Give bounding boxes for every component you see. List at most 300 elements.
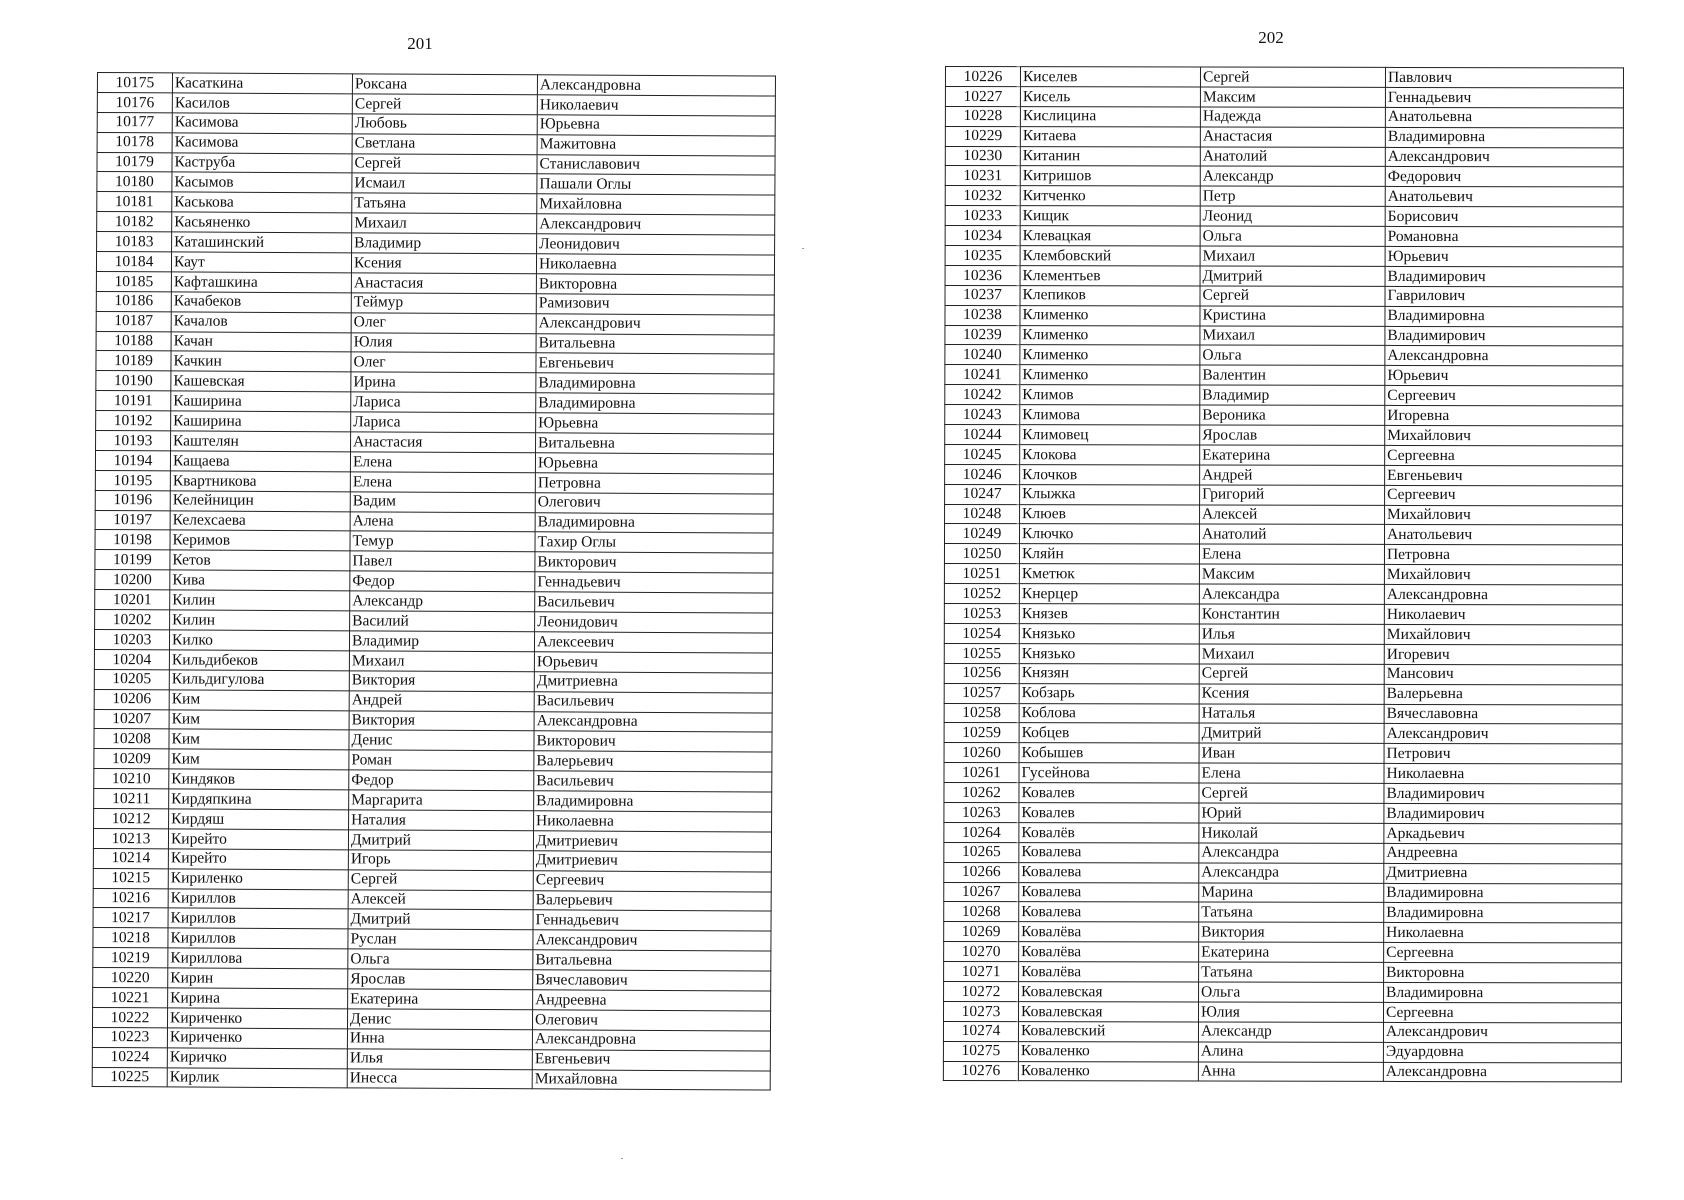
first-name-cell: Алина — [1198, 1042, 1383, 1062]
patronymic-cell: Владимирович — [1384, 803, 1622, 823]
last-name-cell: Кива — [170, 570, 350, 591]
patronymic-cell: Станиславович — [537, 154, 775, 175]
table-row — [944, 862, 1622, 883]
first-name-cell: Инна — [347, 1029, 532, 1050]
last-name-cell: Кислицина — [1020, 106, 1200, 126]
last-name-cell: Ковалевский — [1018, 1021, 1198, 1041]
last-name-cell: Кириленко — [168, 869, 348, 890]
patronymic-cell: Борисович — [1385, 207, 1623, 227]
first-name-cell: Роман — [349, 750, 534, 771]
table-row — [944, 623, 1622, 644]
record-number-cell: 10254 — [944, 623, 1019, 643]
first-name-cell: Кристина — [1200, 306, 1385, 326]
last-name-cell: Келехсаева — [170, 510, 350, 531]
first-name-cell: Татьяна — [352, 193, 537, 214]
patronymic-cell: Александровна — [1383, 1062, 1621, 1082]
record-number-cell: 10247 — [945, 484, 1020, 504]
record-number-cell: 10177 — [97, 112, 172, 132]
last-name-cell: Китаева — [1020, 126, 1200, 146]
first-name-cell: Федор — [350, 571, 535, 592]
first-name-cell: Сергей — [1200, 286, 1385, 306]
record-number-cell: 10258 — [944, 703, 1019, 723]
record-number-cell: 10190 — [96, 371, 171, 391]
last-name-cell: Касаткина — [172, 73, 352, 94]
record-number-cell: 10262 — [944, 783, 1019, 803]
record-number-cell: 10276 — [943, 1061, 1018, 1081]
table-row — [944, 663, 1622, 684]
patronymic-cell: Дмитриевич — [533, 851, 771, 872]
patronymic-cell: Анатольевич — [1385, 187, 1623, 207]
record-number-cell: 10213 — [93, 828, 168, 848]
first-name-cell: Петр — [1200, 186, 1385, 206]
first-name-cell: Виктория — [349, 710, 534, 731]
last-name-cell: Князько — [1019, 643, 1199, 663]
first-name-cell: Сергей — [1200, 67, 1385, 87]
last-name-cell: Келейницин — [170, 491, 350, 512]
first-name-cell: Ольга — [348, 949, 533, 970]
patronymic-cell: Игоревна — [1385, 406, 1623, 426]
last-name-cell: Ким — [169, 709, 349, 730]
record-number-cell: 10274 — [943, 1021, 1018, 1041]
first-name-cell: Лариса — [351, 412, 536, 433]
last-name-cell: Клембовский — [1020, 246, 1200, 266]
patronymic-cell: Николаевна — [534, 811, 772, 832]
first-name-cell: Ярослав — [348, 969, 533, 990]
last-name-cell: Килин — [170, 590, 350, 611]
record-number-cell: 10212 — [94, 808, 169, 828]
last-name-cell: Качалов — [171, 312, 351, 333]
last-name-cell: Китришов — [1020, 166, 1200, 186]
record-number-cell: 10195 — [95, 470, 170, 490]
first-name-cell: Владимир — [352, 233, 537, 254]
first-name-cell: Любовь — [352, 114, 537, 135]
record-number-cell: 10215 — [93, 868, 168, 888]
last-name-cell: Качкин — [171, 351, 351, 372]
first-name-cell: Надежда — [1200, 107, 1385, 127]
last-name-cell: Ковалев — [1019, 803, 1199, 823]
patronymic-cell: Александрович — [1383, 1022, 1621, 1042]
record-number-cell: 10242 — [945, 385, 1020, 405]
last-name-cell: Клименко — [1020, 345, 1200, 365]
table-row — [944, 981, 1622, 1002]
patronymic-cell: Петровна — [535, 473, 773, 494]
last-name-cell: Ковалева — [1019, 862, 1199, 882]
first-name-cell: Сергей — [352, 94, 537, 115]
record-number-cell: 10216 — [93, 888, 168, 908]
record-number-cell: 10178 — [97, 132, 172, 152]
record-number-cell: 10179 — [97, 152, 172, 172]
patronymic-cell: Олегович — [535, 493, 773, 514]
first-name-cell: Вадим — [350, 492, 535, 513]
record-number-cell: 10237 — [945, 285, 1020, 305]
record-number-cell: 10184 — [96, 252, 171, 272]
patronymic-cell: Леонидович — [535, 612, 773, 633]
first-name-cell: Ярослав — [1200, 425, 1385, 445]
last-name-cell: Ковалев — [1019, 783, 1199, 803]
table-row — [943, 1061, 1621, 1082]
last-name-cell: Килко — [169, 630, 349, 651]
first-name-cell: Ксения — [1199, 684, 1384, 704]
last-name-cell: Клименко — [1020, 305, 1200, 325]
patronymic-cell: Владимировна — [536, 373, 774, 394]
first-name-cell: Ирина — [351, 372, 536, 393]
last-name-cell: Каштелян — [171, 431, 351, 452]
table-row — [945, 325, 1623, 346]
patronymic-cell: Васильевич — [534, 691, 772, 712]
table-row — [945, 425, 1623, 446]
last-name-cell: Клименко — [1020, 365, 1200, 385]
table-row — [945, 385, 1623, 406]
last-name-cell: Кисель — [1020, 87, 1200, 107]
last-name-cell: Кобзарь — [1019, 683, 1199, 703]
last-name-cell: Ковалева — [1019, 842, 1199, 862]
first-name-cell: Максим — [1200, 87, 1385, 107]
last-name-cell: Князько — [1019, 624, 1199, 644]
patronymic-cell: Александровна — [537, 75, 775, 96]
table-row — [945, 464, 1623, 485]
table-row — [945, 484, 1623, 505]
last-name-cell: Кафташкина — [171, 272, 351, 293]
patronymic-cell: Павлович — [1385, 67, 1623, 87]
record-number-cell: 10241 — [945, 365, 1020, 385]
last-name-cell: Кириченко — [167, 1008, 347, 1029]
patronymic-cell: Николаевич — [537, 95, 775, 116]
record-number-cell: 10187 — [96, 311, 171, 331]
patronymic-cell: Юрьевич — [1385, 246, 1623, 266]
record-number-cell: 10207 — [94, 709, 169, 729]
patronymic-cell: Сергеевна — [1383, 1002, 1621, 1022]
patronymic-cell: Владимировна — [536, 393, 774, 414]
patronymic-cell: Андреевна — [533, 990, 771, 1011]
first-name-cell: Владимир — [1200, 385, 1385, 405]
first-name-cell: Михаил — [1200, 246, 1385, 266]
first-name-cell: Анатолий — [1199, 525, 1384, 545]
patronymic-cell: Николаевна — [1384, 764, 1622, 784]
last-name-cell: Кириллова — [168, 948, 348, 969]
patronymic-cell: Владимировна — [535, 512, 773, 533]
record-number-cell: 10271 — [944, 962, 1019, 982]
first-name-cell: Исмаил — [352, 173, 537, 194]
patronymic-cell: Владимировна — [1384, 903, 1622, 923]
last-name-cell: Каськова — [172, 192, 352, 213]
record-number-cell: 10251 — [944, 564, 1019, 584]
first-name-cell: Алексей — [348, 889, 533, 910]
table-row — [944, 584, 1622, 605]
last-name-cell: Ким — [169, 729, 349, 750]
record-number-cell: 10259 — [944, 723, 1019, 743]
patronymic-cell: Юрьевна — [536, 413, 774, 434]
patronymic-cell: Васильевич — [535, 592, 773, 613]
record-number-cell: 10246 — [945, 464, 1020, 484]
record-number-cell: 10250 — [944, 544, 1019, 564]
patronymic-cell: Владимировна — [1385, 127, 1623, 147]
table-row — [944, 822, 1622, 843]
last-name-cell: Кирдяш — [169, 809, 349, 830]
record-number-cell: 10183 — [97, 232, 172, 252]
record-number-cell: 10230 — [945, 146, 1020, 166]
first-name-cell: Наталия — [349, 810, 534, 831]
record-number-cell: 10272 — [944, 981, 1019, 1001]
patronymic-cell: Викторович — [534, 731, 772, 752]
first-name-cell: Теймур — [351, 293, 536, 314]
patronymic-cell: Александровна — [1385, 346, 1623, 366]
first-name-cell: Максим — [1199, 564, 1384, 584]
first-name-cell: Леонид — [1200, 206, 1385, 226]
record-number-cell: 10253 — [944, 604, 1019, 624]
record-number-cell: 10257 — [944, 683, 1019, 703]
patronymic-cell: Николаевна — [536, 254, 774, 275]
last-name-cell: Кетов — [170, 550, 350, 571]
record-number-cell: 10244 — [945, 425, 1020, 445]
record-number-cell: 10217 — [93, 908, 168, 928]
record-number-cell: 10224 — [92, 1047, 167, 1067]
first-name-cell: Татьяна — [1199, 962, 1384, 982]
first-name-cell: Александр — [1198, 1022, 1383, 1042]
last-name-cell: Касилов — [172, 93, 352, 114]
first-name-cell: Михаил — [349, 651, 534, 672]
record-number-cell: 10209 — [94, 749, 169, 769]
last-name-cell: Клокова — [1020, 445, 1200, 465]
last-name-cell: Князян — [1019, 663, 1199, 683]
first-name-cell: Сергей — [1199, 664, 1384, 684]
last-name-cell: Ковалевская — [1019, 982, 1199, 1002]
last-name-cell: Климова — [1020, 405, 1200, 425]
first-name-cell: Елена — [350, 452, 535, 473]
first-name-cell: Алена — [350, 511, 535, 532]
roster-body — [943, 67, 1623, 1083]
record-number-cell: 10199 — [95, 550, 170, 570]
patronymic-cell: Юрьевна — [535, 453, 773, 474]
last-name-cell: Кильдигулова — [169, 670, 349, 691]
last-name-cell: Клементьев — [1020, 266, 1200, 286]
table-row — [944, 683, 1622, 704]
last-name-cell: Каширина — [171, 391, 351, 412]
table-row — [945, 126, 1623, 147]
patronymic-cell: Васильевич — [534, 771, 772, 792]
patronymic-cell: Федорович — [1385, 167, 1623, 187]
last-name-cell: Ковалева — [1019, 902, 1199, 922]
patronymic-cell: Михайловна — [537, 194, 775, 215]
table-row — [944, 842, 1622, 863]
last-name-cell: Ким — [169, 749, 349, 770]
last-name-cell: Касимова — [172, 133, 352, 154]
record-number-cell: 10210 — [94, 769, 169, 789]
record-number-cell: 10198 — [95, 530, 170, 550]
first-name-cell: Светлана — [352, 134, 537, 155]
first-name-cell: Юлия — [1198, 1002, 1383, 1022]
last-name-cell: Кирин — [168, 968, 348, 989]
record-number-cell: 10203 — [94, 629, 169, 649]
last-name-cell: Кашевская — [171, 371, 351, 392]
patronymic-cell: Юрьевич — [534, 652, 772, 673]
last-name-cell: Кирина — [168, 988, 348, 1009]
first-name-cell: Маргарита — [349, 790, 534, 811]
last-name-cell: Кирейто — [168, 829, 348, 850]
last-name-cell: Керимов — [170, 530, 350, 551]
patronymic-cell: Александровна — [534, 711, 772, 732]
roster-body — [92, 73, 775, 1091]
first-name-cell: Дмитрий — [1199, 723, 1384, 743]
first-name-cell: Денис — [347, 1009, 532, 1030]
first-name-cell: Анастасия — [351, 273, 536, 294]
record-number-cell: 10252 — [944, 584, 1019, 604]
last-name-cell: Кирейто — [168, 849, 348, 870]
record-number-cell: 10202 — [95, 610, 170, 630]
patronymic-cell: Анатольевна — [1385, 107, 1623, 127]
patronymic-cell: Сергеевич — [1385, 386, 1623, 406]
first-name-cell: Ольга — [1200, 226, 1385, 246]
patronymic-cell: Мансович — [1384, 664, 1622, 684]
first-name-cell: Федор — [349, 770, 534, 791]
first-name-cell: Николай — [1199, 823, 1384, 843]
patronymic-cell: Леонидович — [537, 234, 775, 255]
scan-speck — [802, 248, 804, 249]
first-name-cell: Виктория — [349, 671, 534, 692]
patronymic-cell: Геннадьевич — [533, 910, 771, 931]
first-name-cell: Иван — [1199, 743, 1384, 763]
record-number-cell: 10273 — [943, 1001, 1018, 1021]
record-number-cell: 10220 — [93, 968, 168, 988]
table-row — [944, 902, 1622, 923]
last-name-cell: Кобышев — [1019, 743, 1199, 763]
first-name-cell: Ольга — [1199, 982, 1384, 1002]
table-row — [943, 1021, 1621, 1042]
first-name-cell: Александр — [1200, 166, 1385, 186]
table-row — [944, 783, 1622, 804]
patronymic-cell: Александрович — [1385, 147, 1623, 167]
table-row — [945, 265, 1623, 286]
last-name-cell: Квартникова — [170, 471, 350, 492]
record-number-cell: 10245 — [945, 444, 1020, 464]
patronymic-cell: Михайлович — [1384, 565, 1622, 585]
first-name-cell: Ольга — [1200, 346, 1385, 366]
last-name-cell: Князев — [1019, 604, 1199, 624]
record-number-cell: 10234 — [945, 226, 1020, 246]
last-name-cell: Кметюк — [1019, 564, 1199, 584]
last-name-cell: Кириллов — [168, 928, 348, 949]
patronymic-cell: Владимировна — [1384, 883, 1622, 903]
patronymic-cell: Гаврилович — [1385, 286, 1623, 306]
table-row — [944, 962, 1622, 983]
last-name-cell: Ковалёва — [1019, 962, 1199, 982]
patronymic-cell: Владимировна — [534, 791, 772, 812]
first-name-cell: Александра — [1199, 584, 1384, 604]
record-number-cell: 10201 — [95, 590, 170, 610]
last-name-cell: Кобцев — [1019, 723, 1199, 743]
record-number-cell: 10175 — [97, 73, 172, 93]
last-name-cell: Ковалёв — [1019, 823, 1199, 843]
first-name-cell: Александр — [350, 591, 535, 612]
right-page — [842, 0, 1684, 1200]
first-name-cell: Елена — [1199, 763, 1384, 783]
patronymic-cell: Сергеевич — [533, 870, 771, 891]
first-name-cell: Павел — [350, 551, 535, 572]
record-number-cell: 10265 — [944, 842, 1019, 862]
record-number-cell: 10232 — [945, 186, 1020, 206]
patronymic-cell: Анатольевич — [1384, 525, 1622, 545]
patronymic-cell: Аркадьевич — [1384, 823, 1622, 843]
page-number: 202 — [1258, 28, 1284, 47]
last-name-cell: Ким — [169, 689, 349, 710]
table-row — [945, 166, 1623, 187]
record-number-cell: 10218 — [93, 928, 168, 948]
first-name-cell: Роксана — [352, 74, 537, 95]
first-name-cell: Олег — [351, 313, 536, 334]
last-name-cell: Киселев — [1020, 67, 1200, 87]
patronymic-cell: Мажитовна — [537, 134, 775, 155]
last-name-cell: Китченко — [1020, 186, 1200, 206]
patronymic-cell: Петровна — [1384, 545, 1622, 565]
record-number-cell: 10240 — [945, 345, 1020, 365]
first-name-cell: Андрей — [1200, 465, 1385, 485]
record-number-cell: 10233 — [945, 206, 1020, 226]
table-row — [943, 1041, 1621, 1062]
patronymic-cell: Евгеньевич — [1385, 465, 1623, 485]
patronymic-cell: Юрьевна — [537, 115, 775, 136]
first-name-cell: Михаил — [1199, 644, 1384, 664]
last-name-cell: Коваленко — [1018, 1061, 1198, 1081]
patronymic-cell: Михайлович — [1384, 624, 1622, 644]
table-row — [945, 206, 1623, 227]
last-name-cell: Каструба — [172, 152, 352, 173]
first-name-cell: Андрей — [349, 690, 534, 711]
patronymic-cell: Николаевна — [1384, 923, 1622, 943]
record-number-cell: 10236 — [945, 265, 1020, 285]
record-number-cell: 10231 — [945, 166, 1020, 186]
first-name-cell: Сергей — [348, 869, 533, 890]
last-name-cell: Кляйн — [1019, 544, 1199, 564]
table-row — [945, 345, 1623, 366]
table-row — [944, 723, 1622, 744]
record-number-cell: 10196 — [95, 490, 170, 510]
patronymic-cell: Тахир Оглы — [535, 532, 773, 553]
patronymic-cell: Дмитриевна — [1384, 863, 1622, 883]
record-number-cell: 10205 — [94, 669, 169, 689]
table-row — [945, 504, 1623, 525]
first-name-cell: Вероника — [1200, 405, 1385, 425]
record-number-cell: 10263 — [944, 802, 1019, 822]
first-name-cell: Олег — [351, 352, 536, 373]
patronymic-cell: Викторовна — [536, 274, 774, 295]
first-name-cell: Василий — [350, 611, 535, 632]
first-name-cell: Анна — [1198, 1062, 1383, 1082]
patronymic-cell: Геннадьевич — [535, 572, 773, 593]
record-number-cell: 10226 — [945, 67, 1020, 87]
record-number-cell: 10235 — [945, 246, 1020, 266]
patronymic-cell: Петрович — [1384, 744, 1622, 764]
record-number-cell: 10204 — [94, 649, 169, 669]
patronymic-cell: Эдуардовна — [1383, 1042, 1621, 1062]
record-number-cell: 10238 — [945, 305, 1020, 325]
patronymic-cell: Викторовна — [1384, 962, 1622, 982]
patronymic-cell: Витальевна — [533, 950, 771, 971]
patronymic-cell: Игоревич — [1384, 644, 1622, 664]
table-row — [944, 703, 1622, 724]
last-name-cell: Китанин — [1020, 146, 1200, 166]
last-name-cell: Гусейнова — [1019, 763, 1199, 783]
patronymic-cell: Николаевич — [1384, 604, 1622, 624]
patronymic-cell: Сергеевна — [1384, 943, 1622, 963]
last-name-cell: Кириллов — [168, 888, 348, 909]
table-row — [944, 524, 1622, 545]
record-number-cell: 10260 — [944, 743, 1019, 763]
record-number-cell: 10229 — [945, 126, 1020, 146]
table-row — [945, 226, 1623, 247]
roster-table — [943, 66, 1624, 1083]
last-name-cell: Касимова — [172, 113, 352, 134]
patronymic-cell: Рамизович — [536, 294, 774, 315]
record-number-cell: 10186 — [96, 291, 171, 311]
